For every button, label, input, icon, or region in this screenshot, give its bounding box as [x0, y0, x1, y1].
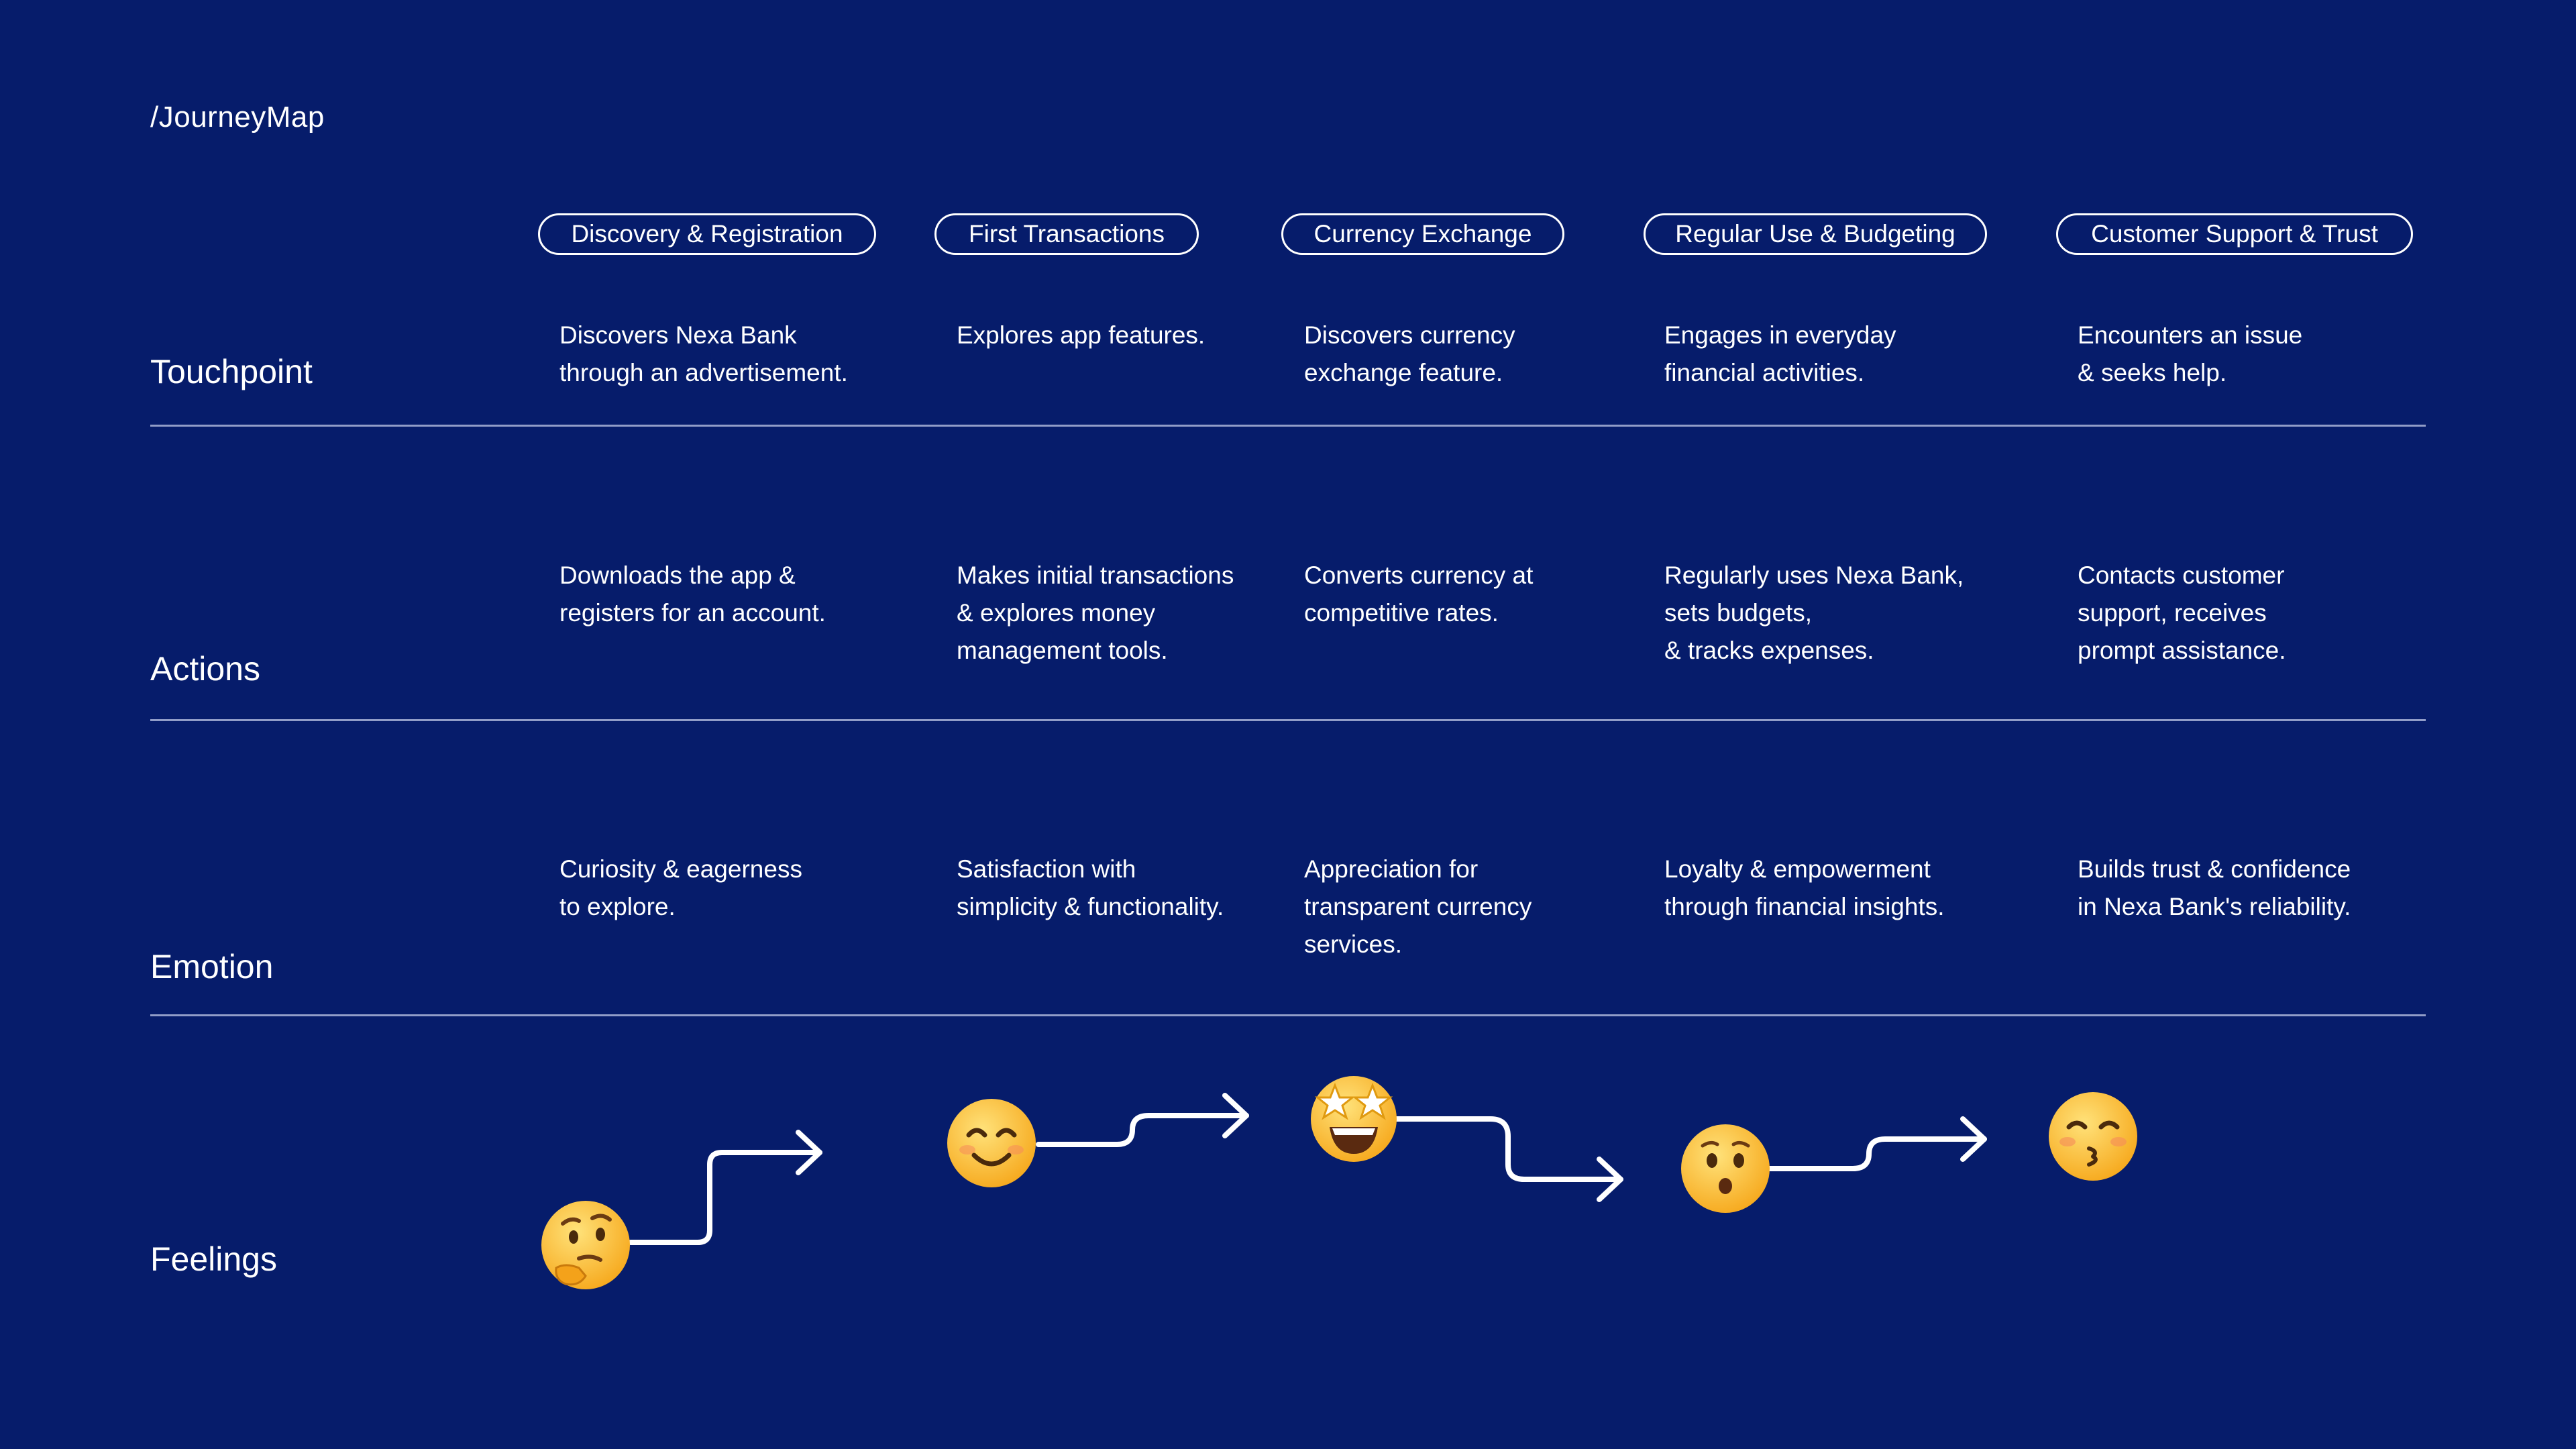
stage-pill-first-transactions: First Transactions — [934, 213, 1199, 255]
emotion-cell-5: Builds trust & confidence in Nexa Bank's reliability. — [2078, 855, 2351, 920]
smiling-face-icon — [945, 1096, 1038, 1190]
arrow-connector-2 — [1038, 1116, 1246, 1144]
actions-cell-3: Converts currency at competitive rates. — [1304, 561, 1534, 627]
breadcrumb: /JourneyMap — [150, 101, 325, 133]
touchpoint-cell-2: Explores app features. — [957, 321, 1205, 349]
row-label-feelings: Feelings — [150, 1240, 277, 1278]
emotion-cell-4: Loyalty & empowerment through financial insights. — [1664, 855, 1945, 920]
stage-pill-customer-support: Customer Support & Trust — [2056, 213, 2413, 255]
row-label-emotion: Emotion — [150, 948, 274, 985]
touchpoint-cell-1: Discovers Nexa Bank through an advertisement. — [559, 321, 848, 386]
touchpoint-cell-5: Encounters an issue & seeks help. — [2078, 321, 2303, 386]
kissing-face-icon — [2046, 1089, 2140, 1183]
row-label-actions: Actions — [150, 650, 260, 688]
emotion-cell-3: Appreciation for transparent currency services. — [1304, 855, 1532, 958]
row-label-touchpoint: Touchpoint — [150, 353, 313, 390]
star-struck-face-icon — [1307, 1071, 1401, 1165]
arrow-connector-1 — [631, 1152, 820, 1242]
touchpoint-cell-4: Engages in everyday financial activities. — [1664, 321, 1896, 386]
actions-cell-4: Regularly uses Nexa Bank, sets budgets, & tracks expenses. — [1664, 561, 1964, 664]
arrow-connector-3 — [1397, 1119, 1621, 1179]
stage-pill-currency-exchange: Currency Exchange — [1281, 213, 1564, 255]
actions-cell-2: Makes initial transactions & explores money management tools. — [957, 561, 1234, 664]
thinking-face-icon — [539, 1198, 633, 1292]
emotion-cell-2: Satisfaction with simplicity & functionality. — [957, 855, 1224, 920]
arrow-connector-4 — [1768, 1139, 1984, 1169]
touchpoint-cell-3: Discovers currency exchange feature. — [1304, 321, 1515, 386]
emotion-cell-1: Curiosity & eagerness to explore. — [559, 855, 802, 920]
stage-pill-discovery: Discovery & Registration — [538, 213, 876, 255]
stage-pill-regular-use: Regular Use & Budgeting — [1644, 213, 1987, 255]
hushed-face-icon — [1678, 1122, 1772, 1216]
actions-cell-5: Contacts customer support, receives prompt assistance. — [2078, 561, 2286, 664]
actions-cell-1: Downloads the app & registers for an account. — [559, 561, 826, 627]
